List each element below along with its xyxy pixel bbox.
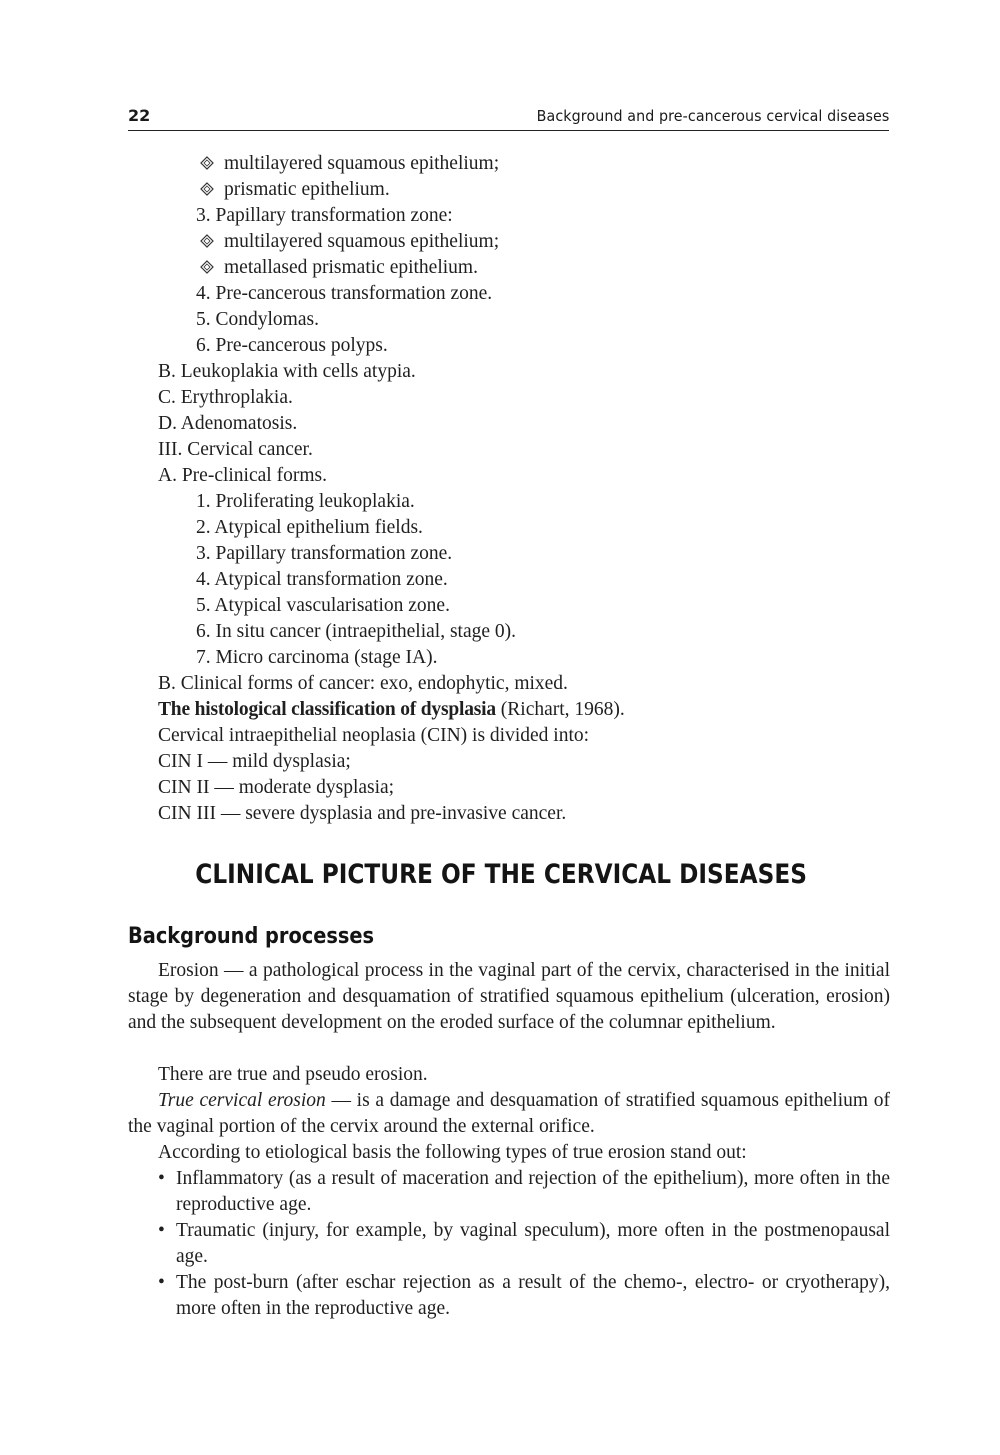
list-item: 2. Atypical epithelium fields. [196, 517, 423, 538]
diamond-bullet-icon [200, 156, 216, 170]
cin-item: CIN I — mild dysplasia; [158, 751, 351, 772]
etiology-paragraph: According to etiological basis the following types of true erosion stand out: [158, 1142, 747, 1163]
list-item: B. Leukoplakia with cells atypia. [158, 361, 416, 382]
bullet-dot-icon: • [158, 1272, 165, 1293]
list-item: B. Clinical forms of cancer: exo, endophytic, mixed. [158, 673, 568, 694]
bullet-dot-icon: • [158, 1220, 165, 1241]
cin-intro: Cervical intraepithelial neoplasia (CIN) is divided into: [158, 725, 590, 746]
cin-item: CIN III — severe dysplasia and pre-invasive cancer. [158, 803, 567, 824]
list-item: multilayered squamous epithelium; [200, 229, 499, 255]
page-number: 22 [128, 106, 151, 125]
list-item: 3. Papillary transformation zone: [196, 205, 453, 226]
list-item: prismatic epithelium. [200, 177, 390, 203]
subsection-title: Background processes [128, 924, 375, 949]
list-item: D. Adenomatosis. [158, 413, 298, 434]
list-item: 6. Pre-cancerous polyps. [196, 335, 388, 356]
list-item: 1. Proliferating leukoplakia. [196, 491, 415, 512]
bullet-item: • Inflammatory (as a result of maceration and rejection of the epithelium), more often in the reproductive age. [158, 1168, 890, 1215]
list-item: 7. Micro carcinoma (stage IA). [196, 647, 438, 668]
list-item: A. Pre-clinical forms. [158, 465, 327, 486]
classification-citation: (Richart, 1968). [495, 699, 625, 720]
bullet-item: • The post-burn (after eschar rejection as a result of the chemo-, electro- or cryotherapy), more often in the reproductive age. [158, 1272, 890, 1319]
section-title: CLINICAL PICTURE OF THE CERVICAL DISEASES [195, 859, 807, 890]
list-item: 6. In situ cancer (intraepithelial, stage 0). [196, 621, 516, 642]
cin-item: CIN II — moderate dysplasia; [158, 777, 395, 798]
types-paragraph: There are true and pseudo erosion. [158, 1064, 428, 1085]
bullet-item: • Traumatic (injury, for example, by vaginal speculum), more often in the postmenopausal age. [158, 1220, 890, 1267]
true-erosion-term: True cervical erosion [158, 1090, 326, 1111]
bullet-dot-icon: • [158, 1168, 165, 1189]
list-item: 3. Papillary transformation zone. [196, 543, 453, 564]
erosion-paragraph: Erosion — a pathological process in the vaginal part of the cervix, characterised in the initial stage by degeneration and desquamation of stratified squamous epithelium (ulceration, erosion) and the subsequent development on the eroded surface of the columnar epithelium. [128, 960, 890, 1033]
classification-heading [158, 697, 625, 723]
running-header [128, 104, 889, 131]
list-item: III. Cervical cancer. [158, 439, 313, 460]
list-item: 5. Atypical vascularisation zone. [196, 595, 450, 616]
list-item: 4. Pre-cancerous transformation zone. [196, 283, 493, 304]
diamond-bullet-icon [200, 234, 216, 248]
running-title: Background and pre-cancerous cervical diseases [536, 107, 889, 125]
list-item: 5. Condylomas. [196, 309, 319, 330]
diamond-bullet-icon [200, 260, 216, 274]
classification-bold: The histological classification of dysplasia [158, 699, 496, 720]
list-item: C. Erythroplakia. [158, 387, 293, 408]
list-item: multilayered squamous epithelium; [200, 151, 499, 177]
true-erosion-paragraph: True cervical erosion — is a damage and desquamation of stratified squamous epithelium of the vaginal portion of the cervix around the external orifice. [128, 1090, 890, 1137]
list-item: metallased prismatic epithelium. [200, 255, 478, 281]
diamond-bullet-icon [200, 182, 216, 196]
list-item: 4. Atypical transformation zone. [196, 569, 448, 590]
